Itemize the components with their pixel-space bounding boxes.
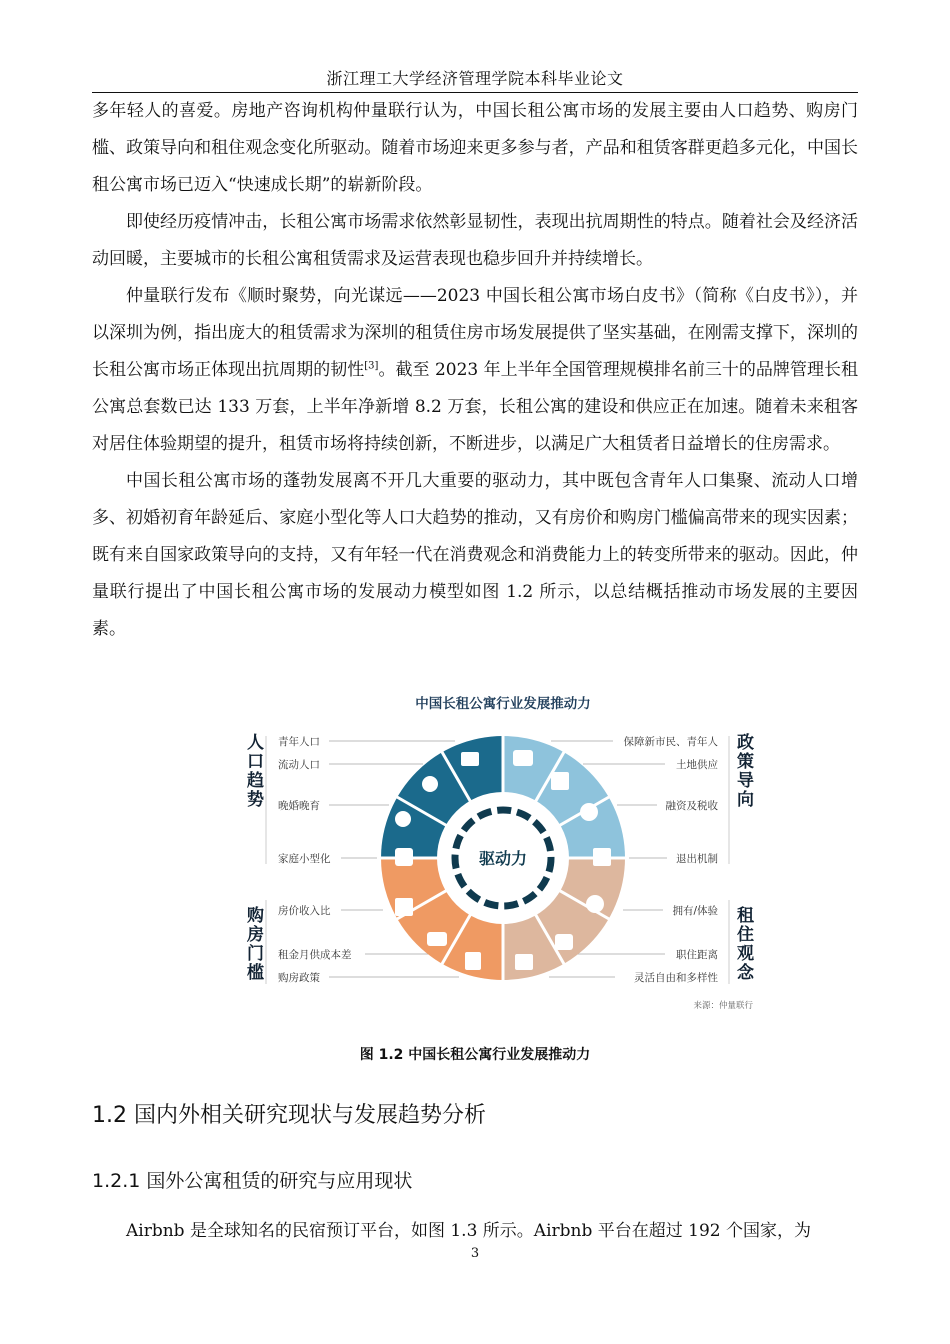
label-migrant: 流动人口 [278, 759, 320, 771]
shapes-icon [515, 954, 533, 970]
paragraph-1: 多年轻人的喜爱。房地产咨询机构仲量联行认为，中国长租公寓市场的发展主要由人口趋势、购房门槛、政策导向和租住观念变化所驱动。随着市场迎来更多参与者，产品和租赁客群更趋多元化，中国长租公寓市场已迈入“快速成长期”的崭新阶段。 [92, 101, 858, 195]
group-title-char: 趋 [247, 771, 264, 791]
paragraph-2: 即使经历疫情冲击，长租公寓市场需求依然彰显韧性，表现出抗周期性的特点。随着社会及经济活动回暖，主要城市的长租公寓租赁需求及运营表现也稳步回升并持续增长。 [92, 212, 858, 269]
paragraph-airbnb: Airbnb 是全球知名的民宿预订平台，如图 1.3 所示。Airbnb 平台在超过 192 个国家，为 [126, 1221, 812, 1241]
yen-coin-icon [580, 803, 598, 821]
label-land-supply: 土地供应 [676, 759, 718, 771]
group-title-char: 购 [247, 906, 264, 926]
group-title-char: 势 [247, 790, 264, 810]
person-star-icon [513, 750, 533, 766]
group-title-concept [737, 905, 760, 983]
figure-title: 中国长租公寓行业发展推动力 [415, 696, 591, 712]
mother-child-icon [395, 811, 411, 827]
label-rent-gap: 租金月供成本差 [278, 949, 352, 961]
exit-arrow-icon [593, 848, 611, 866]
citation-ref[interactable]: [3] [364, 360, 379, 372]
group-title-char: 槛 [247, 963, 264, 983]
driver-ring [377, 732, 629, 984]
label-finance-tax: 融资及税收 [665, 800, 718, 812]
land-grid-icon [551, 772, 569, 790]
group-title-char: 住 [737, 925, 754, 945]
group-title-char: 政 [737, 733, 754, 753]
group-title-policy [737, 732, 760, 810]
user-icon [422, 776, 438, 792]
group-title-char: 向 [737, 790, 754, 810]
group-title-char: 人 [247, 733, 264, 753]
label-late-marriage: 晚婚晚育 [278, 800, 320, 812]
section-heading: 1.2 国内外相关研究现状与发展趋势分析 [92, 1103, 486, 1128]
label-own-experience: 拥有/体验 [672, 905, 718, 917]
family-icon [395, 848, 413, 866]
group-title-char: 念 [737, 963, 754, 983]
id-card-icon [461, 752, 479, 766]
label-flexibility: 灵活自由和多样性 [634, 972, 718, 984]
label-purchase-policy: 购房政策 [278, 972, 320, 984]
center-label: 驱动力 [478, 849, 528, 868]
group-title-char: 租 [737, 906, 754, 926]
group-title-char: 口 [247, 752, 264, 772]
label-price-income: 房价收入比 [278, 905, 331, 917]
paragraph-3 [92, 278, 858, 463]
group-title-char: 门 [247, 944, 264, 964]
page-header: 浙江理工大学经济管理学院本科毕业论文 [326, 69, 624, 88]
subsection-heading: 1.2.1 国外公寓租赁的研究与应用现状 [92, 1170, 413, 1192]
driver-diagram [233, 688, 773, 1018]
label-small-family: 家庭小型化 [278, 853, 331, 865]
bus-icon [555, 934, 573, 950]
group-title-char: 观 [737, 944, 754, 964]
paragraph-4: 中国长租公寓市场的蓬勃发展离不开几大重要的驱动力，其中既包含青年人口集聚、流动人口增多、初婚初育年龄延后、家庭小型化等人口大趋势的推动，又有房价和购房门槛偏高带来的现实因素；既有来自国家政策导向的支持，又有年轻一代在消费观念和消费能力上的转变所带来的驱动。因此，仲量联行提出了中国长租公寓市场的发展动力模型如图 1.2 所示，以总结概括推动市场发展的主要因素。 [92, 471, 858, 639]
page-number: 3 [470, 1246, 480, 1261]
lightbulb-icon [586, 895, 604, 913]
label-commute: 职住距离 [676, 949, 718, 961]
paragraph-3-part-2: 。截至 2023 年上半年全国管理规模排名前三十的品牌管理长租公寓总套数已达 133 万套，上半年净新增 8.2 万套，长租公寓的建设和供应正在加速。随着未来租客对居住体验期望的提升，租赁市场将持续创新，不断进步，以满足广大租赁者日益增长的住房需求。 [92, 360, 858, 454]
document-icon [465, 952, 481, 970]
body-text-block [92, 93, 858, 648]
group-title-char: 导 [737, 771, 754, 791]
figure-source: 来源：仲量联行 [693, 1001, 753, 1011]
group-title-char: 房 [247, 925, 264, 945]
wallet-icon [427, 932, 447, 946]
label-new-citizens: 保障新市民、青年人 [623, 736, 718, 748]
group-title-char: 策 [737, 752, 754, 772]
paragraph-3-part-1: 仲量联行发布《顺时聚势，向光谋远——2023 中国长租公寓市场白皮书》（简称《白皮书》），并以深圳为例，指出庞大的租赁需求为深圳的租赁住房市场发展提供了坚实基础，在刚需支撑下，深圳的长租公寓市场正体现出抗周期的韧性 [92, 286, 858, 380]
label-youth: 青年人口 [278, 736, 320, 748]
label-exit: 退出机制 [676, 853, 718, 865]
percent-tag-icon [395, 898, 413, 916]
figure-caption: 图 1.2 中国长租公寓行业发展推动力 [359, 1047, 591, 1063]
